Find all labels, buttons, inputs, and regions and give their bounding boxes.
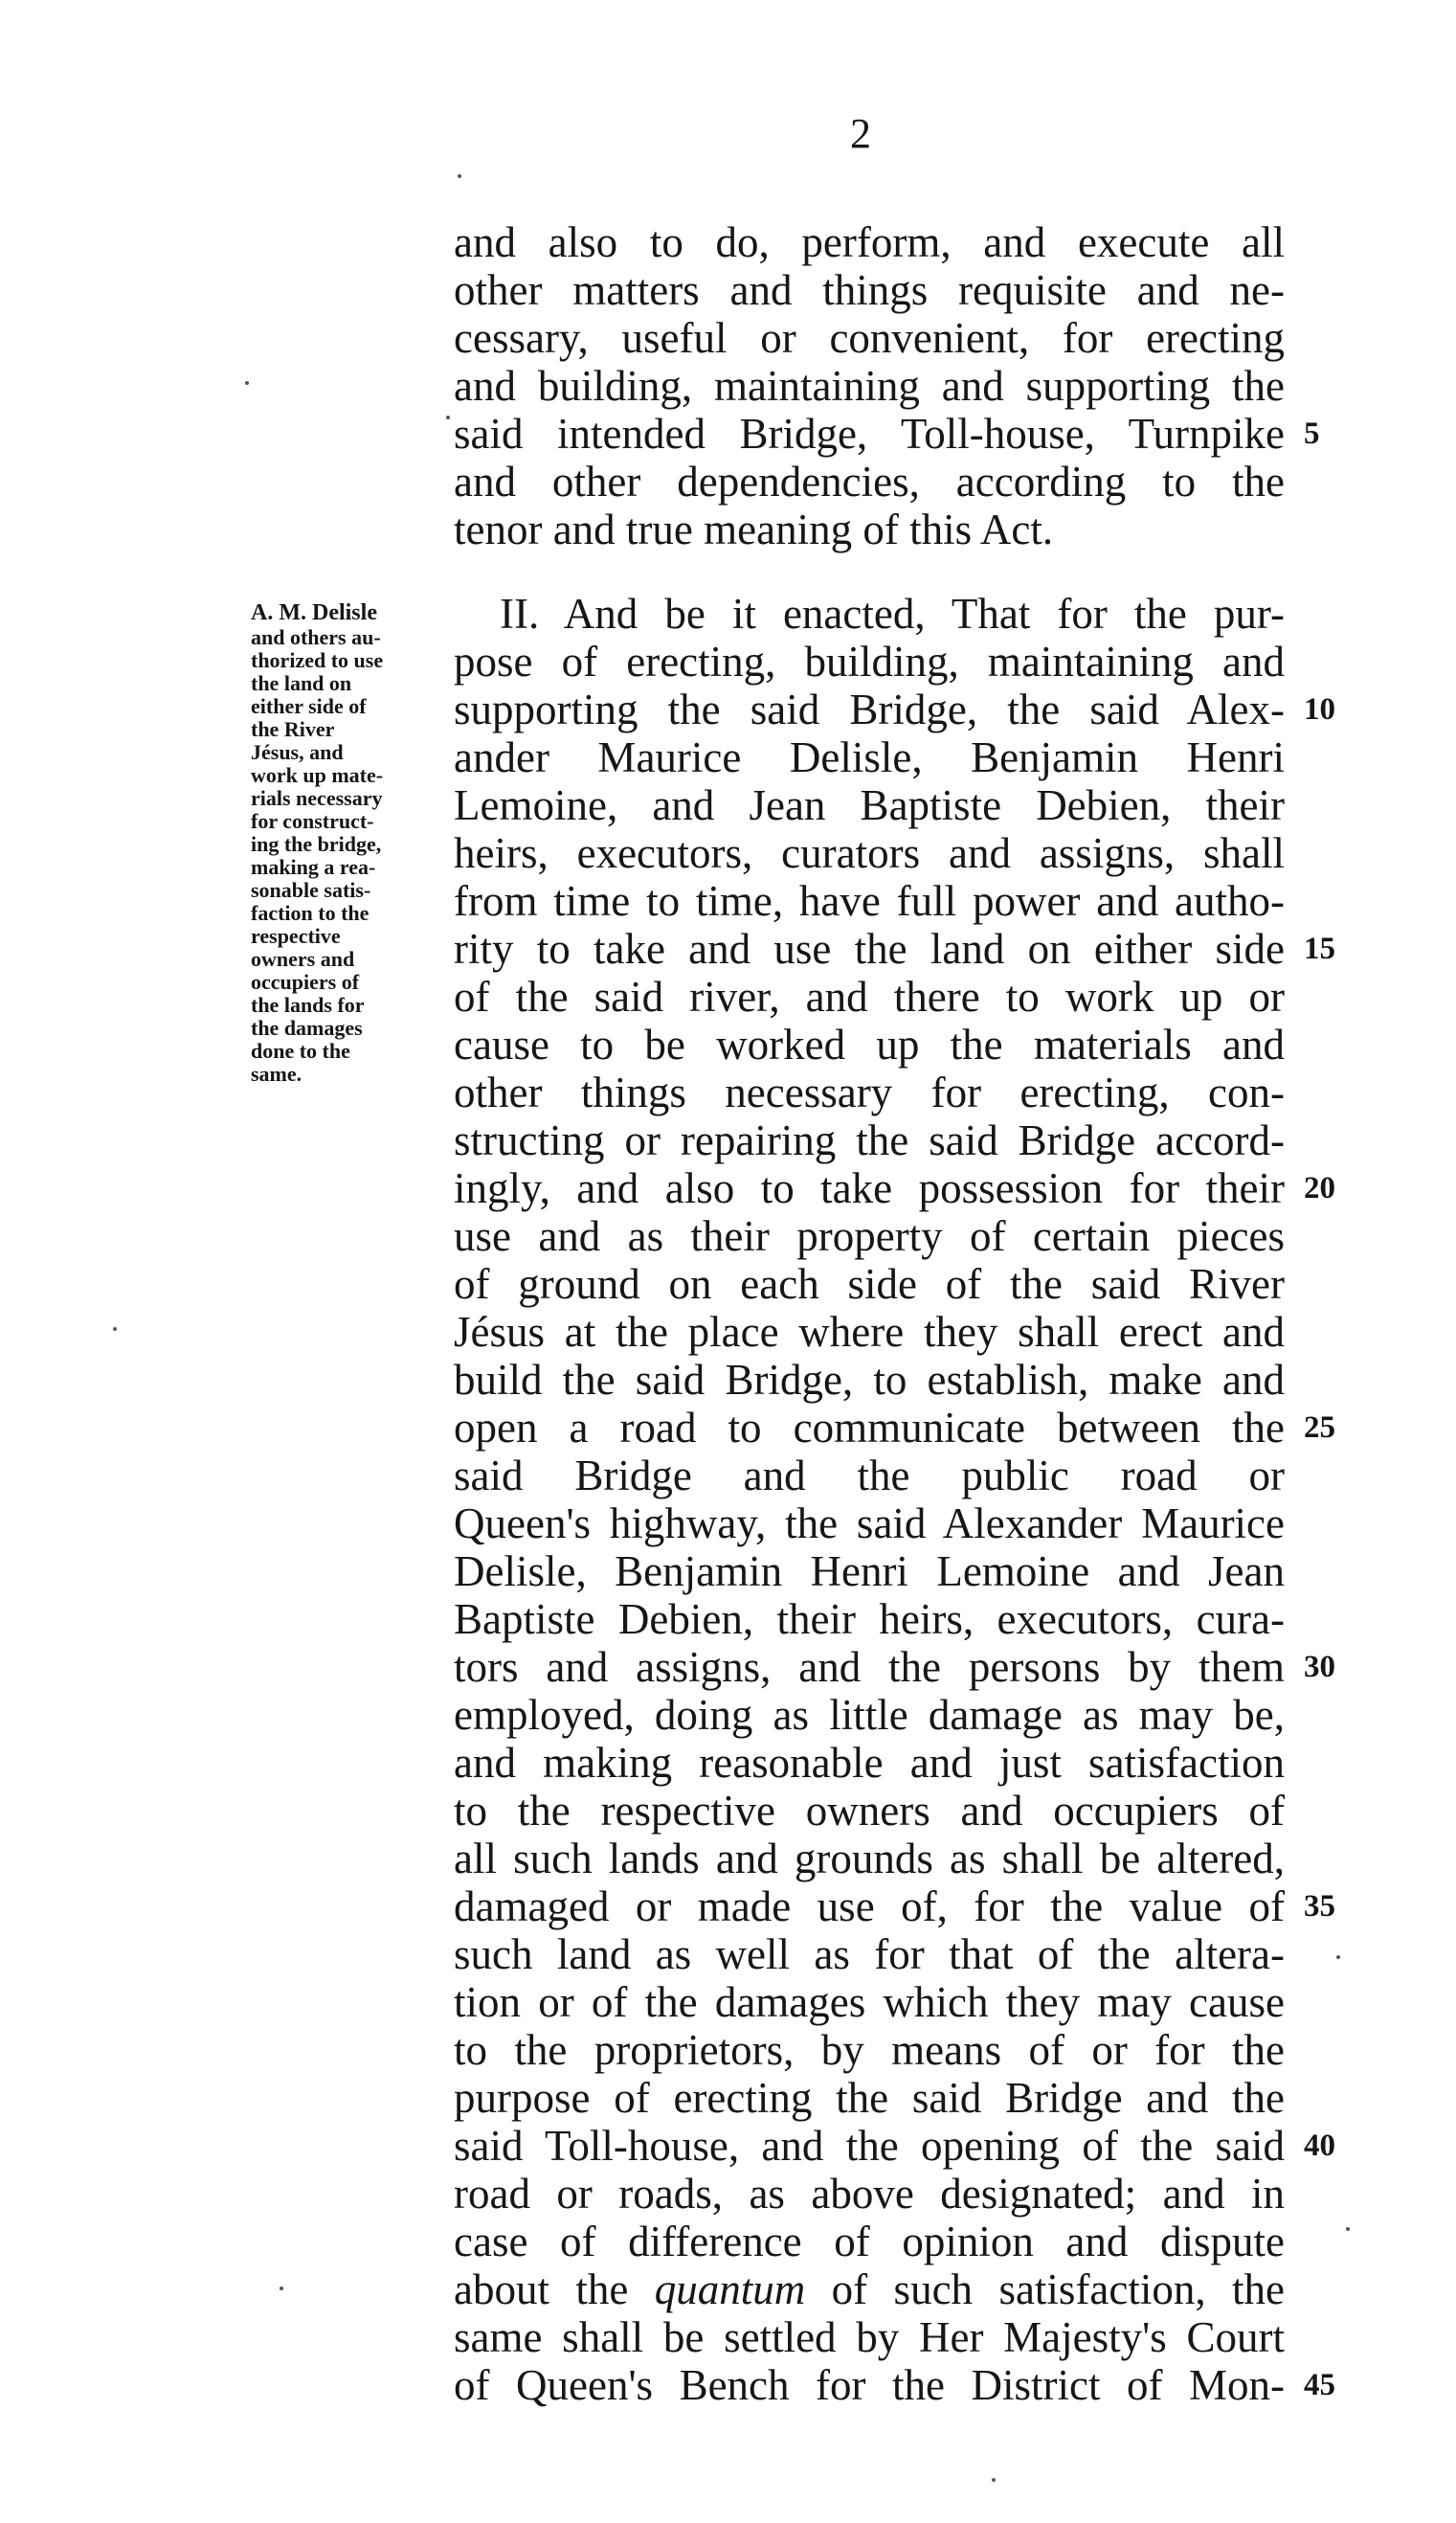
marginal-note-line: faction to the [251, 901, 370, 925]
print-speck [245, 381, 249, 385]
marginal-note-line: done to the [251, 1039, 350, 1063]
line-number: 20 [1304, 1171, 1335, 1205]
text-line: to the proprietors, by means of or for the [454, 2026, 1285, 2074]
marginal-note-line: A. M. Delisle [251, 600, 377, 625]
line-number: 35 [1304, 1889, 1335, 1924]
text-line: same shall be settled by Her Majesty's Court [454, 2313, 1285, 2361]
text-line: of the said river, and there to work up or [454, 973, 1285, 1021]
marginal-note-line: the land on [251, 671, 352, 695]
marginal-note-line: the River [251, 717, 335, 741]
marginal-note-line: thorized to use [251, 648, 384, 672]
marginal-note-line: Jésus, and [251, 740, 344, 764]
print-speck [280, 2286, 283, 2290]
text-line: other matters and things requisite and ne- [454, 266, 1285, 314]
marginal-note-line: the damages [251, 1016, 363, 1040]
text-line: Baptiste Debien, their heirs, executors, cura- [454, 1595, 1285, 1643]
text-line: structing or repairing the said Bridge accord- [454, 1116, 1285, 1164]
print-speck [992, 2478, 996, 2482]
print-speck [113, 1327, 117, 1331]
text-line: employed, doing as little damage as may be, [454, 1691, 1285, 1739]
print-speck [458, 174, 461, 178]
marginal-note-line: respective [251, 924, 341, 948]
page-number: 2 [850, 110, 871, 157]
line-number: 30 [1304, 1650, 1335, 1684]
text-line: Lemoine, and Jean Baptiste Debien, their [454, 781, 1285, 829]
marginal-note-line: occupiers of [251, 970, 360, 994]
print-speck [1336, 1955, 1340, 1959]
text-line: tion or of the damages which they may cause [454, 1978, 1285, 2026]
text-line: supporting the said Bridge, the said Alex- [454, 686, 1285, 733]
marginal-note-line: making a rea- [251, 855, 376, 879]
line-number: 15 [1304, 932, 1335, 966]
print-speck [446, 416, 450, 419]
text-line: from time to time, have full power and autho- [454, 877, 1285, 925]
text-line: use and as their property of certain pieces [454, 1212, 1285, 1260]
text-line: Jésus at the place where they shall erect and [454, 1308, 1285, 1356]
text-line: damaged or made use of, for the value of [454, 1882, 1285, 1930]
line-number: 5 [1304, 417, 1320, 451]
text-line: said Toll-house, and the opening of the said [454, 2122, 1285, 2170]
line-number: 25 [1304, 1410, 1335, 1445]
text-line: rity to take and use the land on either side [454, 925, 1285, 973]
marginal-note-line: either side of [251, 694, 367, 718]
text-line: tors and assigns, and the persons by them [454, 1643, 1285, 1691]
text-line: and other dependencies, according to the [454, 458, 1285, 506]
text-line: II. And be it enacted, That for the pur- [500, 590, 1285, 638]
marginal-note-line: the lands for [251, 993, 365, 1017]
text-line: ander Maurice Delisle, Benjamin Henri [454, 733, 1285, 781]
text-line: to the respective owners and occupiers of [454, 1787, 1285, 1835]
line-number: 40 [1304, 2129, 1335, 2163]
text-line: heirs, executors, curators and assigns, shall [454, 829, 1285, 877]
text-line: road or roads, as above designated; and in [454, 2170, 1285, 2218]
line-number: 10 [1304, 692, 1335, 727]
line-number: 45 [1304, 2368, 1335, 2402]
text-line-with-italic [454, 2265, 1285, 2313]
text-line: such land as well as for that of the altera- [454, 1930, 1285, 1978]
text-line: of Queen's Bench for the District of Mon- [454, 2361, 1285, 2409]
text-line: other things necessary for erecting, con- [454, 1069, 1285, 1116]
text-line: cause to be worked up the materials and [454, 1021, 1285, 1069]
italic-term: quantum [654, 2265, 806, 2313]
text-line: of ground on each side of the said River [454, 1260, 1285, 1308]
text-line: said intended Bridge, Toll-house, Turnpike [454, 410, 1285, 458]
text-line: case of difference of opinion and dispute [454, 2218, 1285, 2265]
text-fragment: of such satisfaction, the [805, 2265, 1286, 2313]
text-line: purpose of erecting the said Bridge and the [454, 2074, 1285, 2122]
text-line: said Bridge and the public road or [454, 1452, 1285, 1499]
marginal-note-line: rials necessary [251, 786, 383, 810]
marginal-note-line: and others au- [251, 625, 381, 649]
text-line: build the said Bridge, to establish, make and [454, 1356, 1285, 1404]
text-line: cessary, useful or convenient, for erecting [454, 314, 1285, 362]
print-speck [1346, 2227, 1350, 2231]
text-line: Delisle, Benjamin Henri Lemoine and Jean [454, 1547, 1285, 1595]
text-line: Queen's highway, the said Alexander Maurice [454, 1499, 1285, 1547]
text-line: and also to do, perform, and execute all [454, 218, 1285, 266]
text-line: and building, maintaining and supporting the [454, 362, 1285, 410]
text-line: tenor and true meaning of this Act. [454, 506, 1054, 553]
marginal-note-line: work up mate- [251, 763, 384, 787]
marginal-note-line: for construct- [251, 809, 374, 833]
text-line: ingly, and also to take possession for their [454, 1164, 1285, 1212]
text-line: all such lands and grounds as shall be altered, [454, 1835, 1285, 1882]
text-line: pose of erecting, building, maintaining and [454, 638, 1285, 686]
marginal-note-line: sonable satis- [251, 878, 371, 902]
marginal-note-line: ing the bridge, [251, 832, 382, 856]
marginal-note-line: same. [251, 1062, 302, 1086]
text-line: and making reasonable and just satisfaction [454, 1739, 1285, 1787]
text-line: open a road to communicate between the [454, 1404, 1285, 1452]
text-fragment: about the [454, 2265, 655, 2313]
marginal-note-line: owners and [251, 947, 355, 971]
